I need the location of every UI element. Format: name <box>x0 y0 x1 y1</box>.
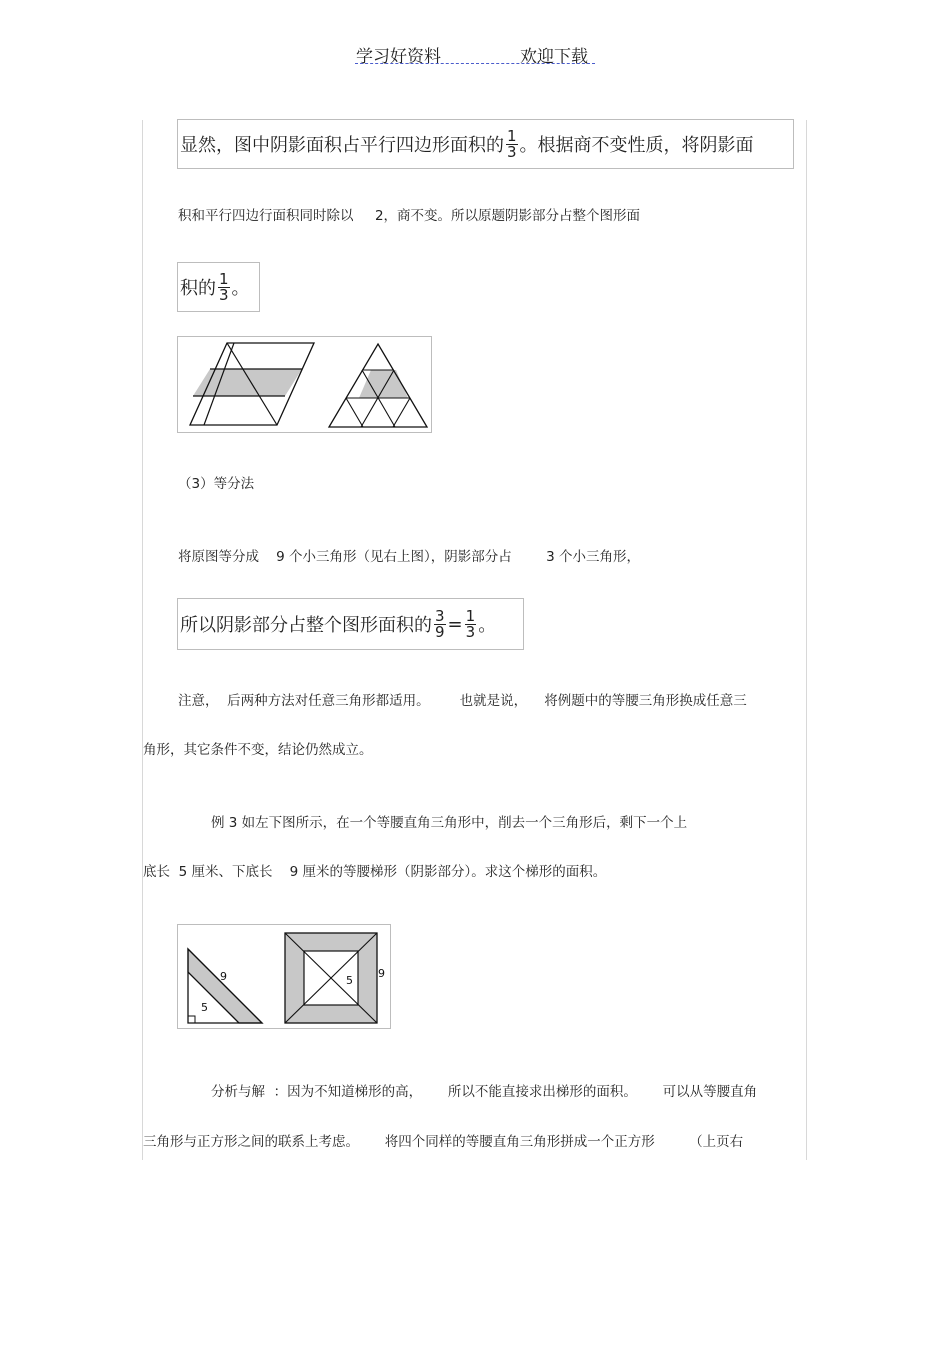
triangle-diag-4 <box>393 398 410 427</box>
page-border-right <box>806 120 807 1160</box>
formula-box-2-text-b: 。 <box>231 278 250 299</box>
fraction-one-third <box>465 606 477 641</box>
label-9: 9 <box>220 970 227 983</box>
formula-box-2 <box>177 262 260 312</box>
figure-trapezoid-square <box>177 924 391 1029</box>
paragraph-1: 积和平行四边行面积同时除以 2，商不变。所以原题阴影部分占整个图形面 <box>178 208 641 224</box>
figure-1-svg <box>178 337 431 432</box>
fraction-denominator: 3 <box>507 142 517 161</box>
figure-2-svg <box>178 925 390 1028</box>
fraction-numerator: 1 <box>219 269 229 288</box>
fraction-denominator: 9 <box>435 622 445 641</box>
note-line-2: 角形，其它条件不变，结论仍然成立。 <box>143 742 373 758</box>
example-3-line-2: 底长 5 厘米、下底长 9 厘米的等腰梯形（阴影部分）。求这个梯形的面积。 <box>143 864 607 880</box>
note-line-1: 注意， 后两种方法对任意三角形都适用。 也就是说， 将例题中的等腰三角形换成任意三 <box>178 693 747 709</box>
formula-box-1 <box>177 119 794 169</box>
label-inner-5: 5 <box>346 974 353 987</box>
header-title-left: 学习好资料 <box>356 47 441 67</box>
header-underline <box>355 63 595 64</box>
fraction-numerator: 1 <box>465 606 476 625</box>
analysis-line-1: 分析与解 ：因为不知道梯形的高， 所以不能直接求出梯形的面积。 可以从等腰直角 <box>211 1084 758 1100</box>
fraction-numerator: 3 <box>435 606 445 625</box>
label-outer-9: 9 <box>378 967 385 980</box>
fraction-denominator: 3 <box>465 622 476 641</box>
header-title-right: 欢迎下载 <box>520 47 588 67</box>
analysis-line-2: 三角形与正方形之间的联系上考虑。 将四个同样的等腰直角三角形拼成一个正方形 （上页右 <box>143 1134 744 1150</box>
fraction-one-third <box>218 269 230 304</box>
formula-box-2-text-a: 积的 <box>180 278 216 299</box>
shaded-triangles <box>359 370 408 398</box>
right-angle-mark <box>188 1016 195 1023</box>
equals-sign: = <box>447 613 463 635</box>
paragraph-2: 将原图等分成 9 个小三角形（见右上图），阴影部分占 3 个小三角形， <box>178 549 641 565</box>
page-border-left <box>142 120 143 1160</box>
formula-box-1-text-a: 显然，图中阴影面积占平行四边形面积的 <box>180 135 504 156</box>
fraction-one-third <box>506 126 518 161</box>
fraction-numerator: 1 <box>507 126 517 145</box>
fraction-denominator: 3 <box>219 285 229 304</box>
formula-box-3 <box>177 598 524 650</box>
isosceles-right-triangle <box>188 949 262 1023</box>
label-5: 5 <box>201 1001 208 1014</box>
triangle-diag-2 <box>346 398 363 427</box>
fraction-three-ninths <box>434 606 446 641</box>
method-3-heading: （3）等分法 <box>178 476 255 492</box>
formula-box-1-text-b: 。根据商不变性质，将阴影面 <box>519 135 754 156</box>
example-3-line-1: 例 3 如左下图所示，在一个等腰直角三角形中，削去一个三角形后，剩下一个上 <box>211 815 688 831</box>
formula-box-3-text-a: 所以阴影部分占整个图形面积的 <box>180 615 432 636</box>
figure-parallelogram-triangle <box>177 336 432 433</box>
formula-box-3-text-b: 。 <box>478 615 497 636</box>
